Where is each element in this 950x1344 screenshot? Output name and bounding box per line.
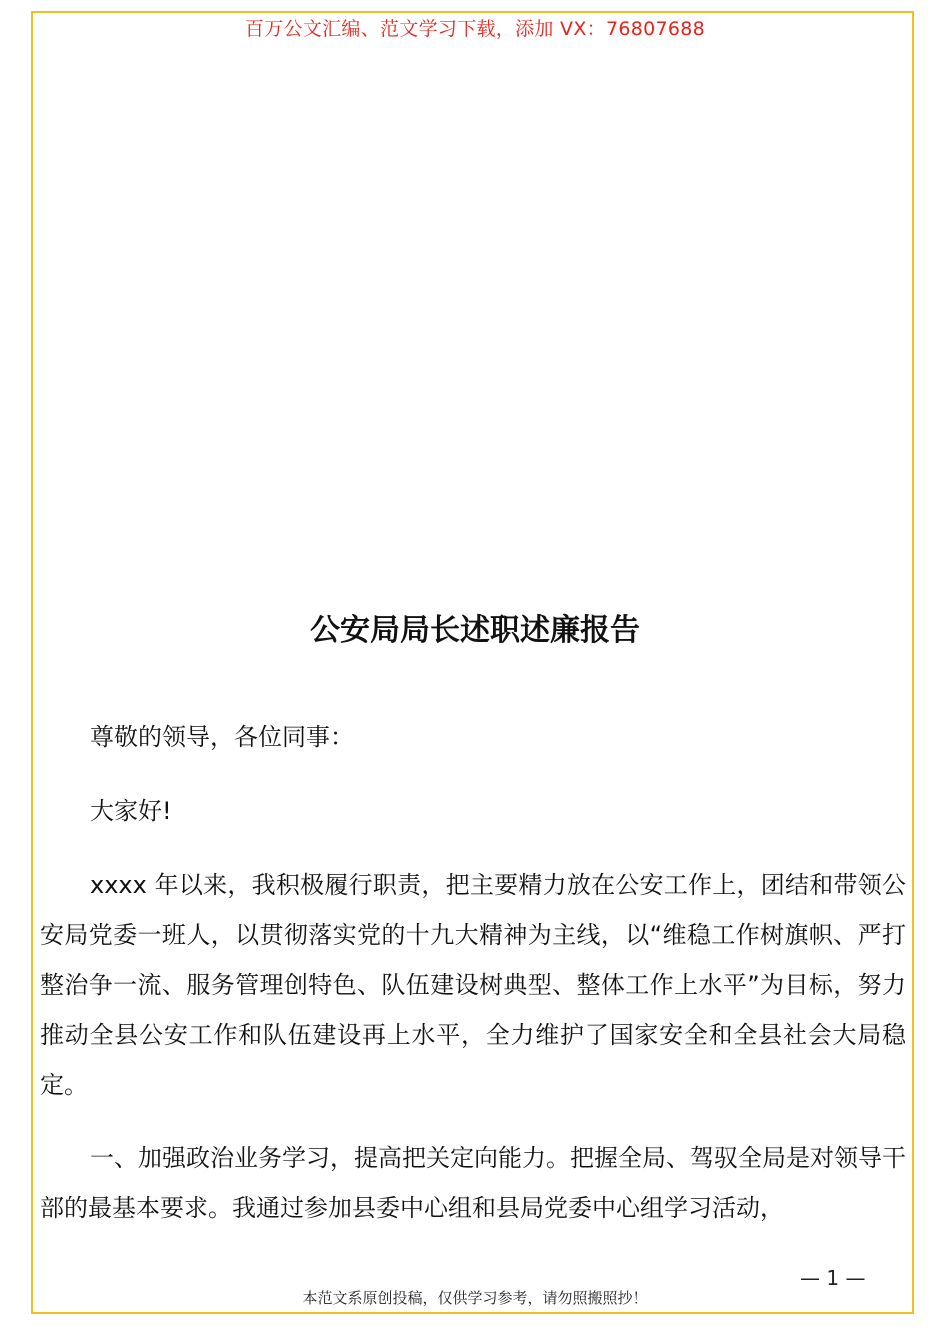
greeting: 大家好! — [90, 797, 172, 825]
paragraph-1: xxxx 年以来，我积极履行职责，把主要精力放在公安工作上，团结和带领公安局党委一班人，以贯彻落实党的十九大精神为主线，以“维稳工作树旗帜、严打整治争一流、服务管理创特色、队伍建设树典型、整体工作上水平”为目标，努力推动全县公安工作和队伍建设再上水平，全力维护了国家安全和全县社会大局稳定。 — [40, 871, 906, 1099]
paragraph-2: 一、加强政治业务学习，提高把关定向能力。把握全局、驾驭全局是对领导干部的最基本要求。我通过参加县委中心组和县局党委中心组学习活动， — [40, 1144, 906, 1222]
salutation: 尊敬的领导，各位同事： — [90, 723, 354, 751]
footer-disclaimer: 本范文系原创投稿，仅供学习参考，请勿照搬照抄！ — [302, 1289, 648, 1307]
page-number: — 1 — — [800, 1266, 866, 1290]
document-title: 公安局局长述职述廉报告 — [310, 613, 640, 648]
header-notice: 百万公文汇编、范文学习下载，添加 VX：76807688 — [244, 18, 706, 40]
page-border — [31, 11, 914, 1314]
